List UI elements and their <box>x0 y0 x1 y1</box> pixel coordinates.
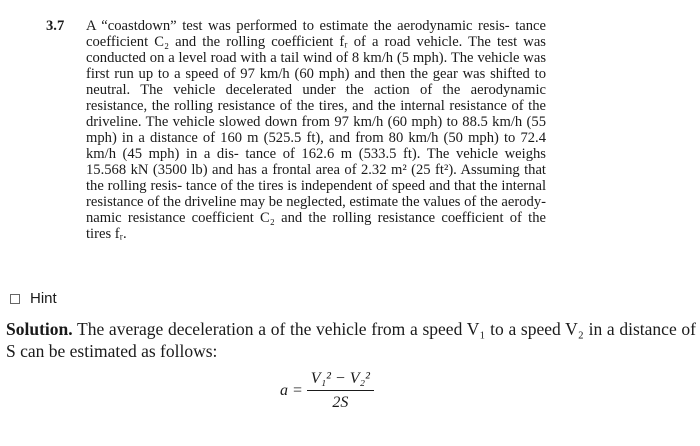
hint-label: Hint <box>30 290 57 307</box>
problem-statement <box>46 18 546 242</box>
solution-label: Solution. <box>6 319 73 339</box>
deceleration-formula <box>280 370 374 412</box>
solution-paragraph <box>6 318 696 362</box>
problem-text: A “coastdown” test was performed to estimate the aerodynamic resis- tance coefficient C₂ and the rolling coefficient fᵣ of a road vehicle. The test was conducted on a level road with a tail wind of 8 km/h (5 mph). The vehicle was first run up to a speed of 97 km/h (60 mph) and then the gear was shifted to neutral. The vehicle decelerated under the action of the aerodynamic resistance, the rolling resistance of the tires, and the internal resistance of the driveline. The vehicle slowed down from 97 km/h (60 mph) to 88.5 km/h (55 mph) in a distance of 160 m (525.5 ft), and from 80 km/h (50 mph) to 72.4 km/h (45 mph) in a dis- tance of 162.6 m (533.5 ft). The vehicle weighs 15.568 kN (3500 lb) and has a frontal area of 2.32 m² (25 ft²). Assuming that the rolling resis- tance of the tires is independent of speed and that the internal resistance of the driveline may be neglected, estimate the values of the aerody- namic resistance coefficient C₂ and the rolling resistance coefficient of the tires fᵣ. <box>86 18 546 242</box>
formula-denominator: 2S <box>332 394 349 411</box>
hint-toggle[interactable] <box>10 290 57 307</box>
formula-numerator: V₁² − V₂² <box>307 370 374 391</box>
problem-number: 3.7 <box>46 18 65 34</box>
hint-checkbox[interactable] <box>10 294 20 304</box>
formula-fraction <box>307 370 374 412</box>
solution-text: The average deceleration a of the vehicle from a speed V₁ to a speed V₂ in a distance of S can be estimated as follows: <box>6 319 696 361</box>
formula-lhs: a = <box>280 382 303 399</box>
